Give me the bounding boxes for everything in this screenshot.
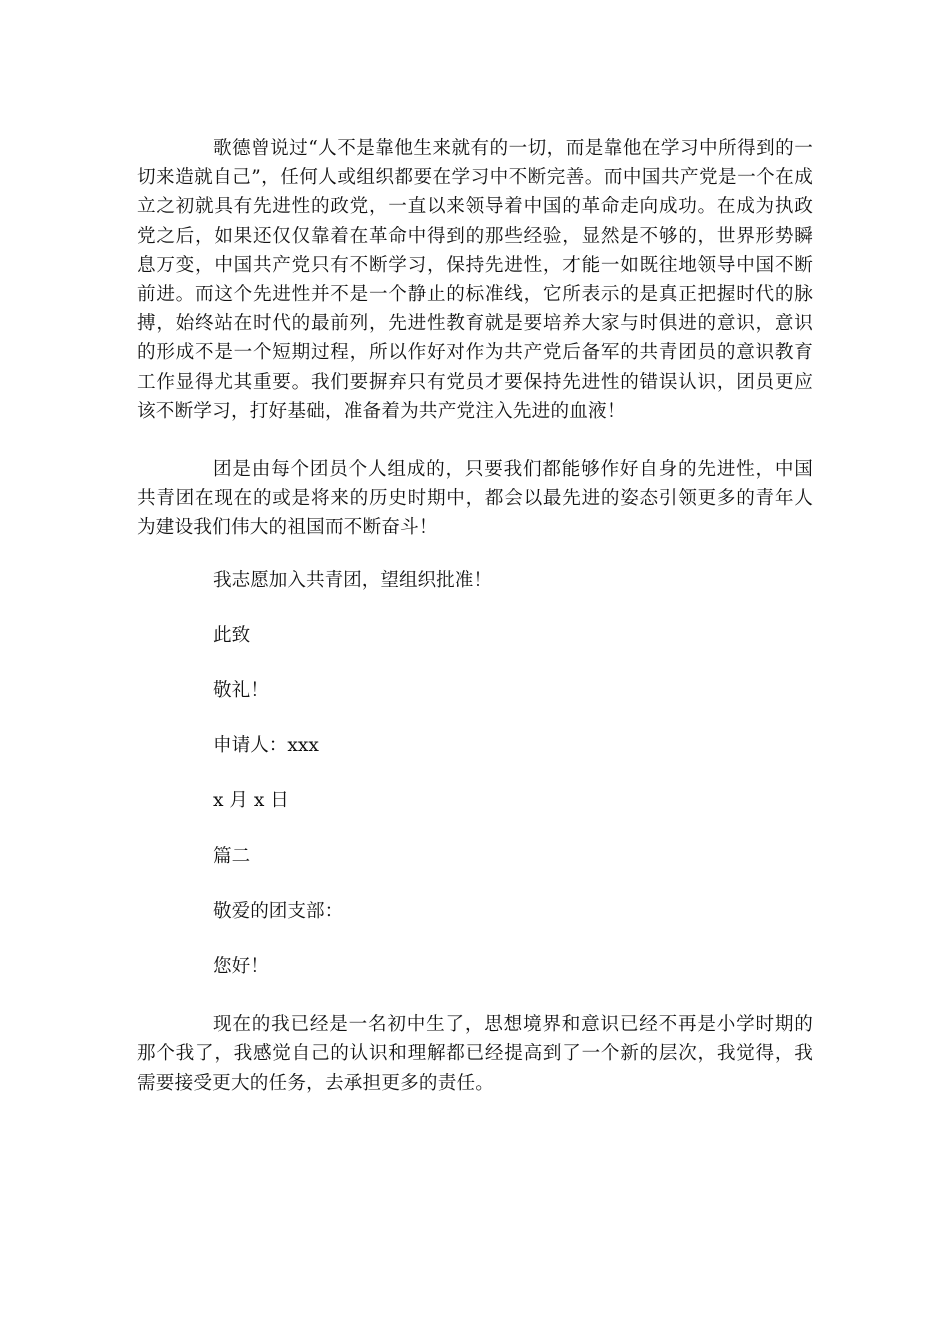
date-line: x 月 x 日: [213, 790, 289, 812]
paragraph-middle-school: 现在的我已经是一名初中生了，思想境界和意识已经不再是小学时期的那个我了，我感觉自己的认识和理解都已经提高到了一个新的层次，我觉得，我需要接受更大的任务，去承担更多的责任。: [137, 1014, 813, 1094]
request-line: 我志愿加入共青团，望组织批准！: [213, 569, 492, 591]
applicant-line: 申请人：xxx: [213, 735, 319, 757]
salutation-line-1: 此致: [213, 624, 251, 646]
salutation-line-2: 敬礼！: [213, 680, 269, 702]
greeting-line: 您好！: [213, 955, 269, 977]
paragraph-goethe-quote: 歌德曾说过“人不是靠他生来就有的一切，而是靠他在学习中所得到的一切来造就自己”，任何人或组织都要在学习中不断完善。而中国共产党是一个在成立之初就具有先进性的政党，一直以来领导着中国的革命走向成功。在成为执政党之后，如果还仅仅靠着在革命中得到的那些经验，显然是不够的，世界形势瞬息万变，中国共产党只有不断学习，保持先进性，才能一如既往地领导中国不断前进。而这个先进性并不是一个静止的标准线，它所表示的是真正把握时代的脉搏，始终站在时代的最前列，先进性教育就是要培养大家与时俱进的意识，意识的形成不是一个短期过程，所以作好对作为共产党后备军的共青团员的意识教育工作显得尤其重要。我们要摒弃只有党员才要保持先进性的错误认识，团员更应该不断学习，打好基础，准备着为共产党注入先进的血液！: [137, 138, 813, 422]
addressee-line: 敬爱的团支部：: [213, 900, 344, 922]
section-heading: 篇二: [213, 845, 251, 867]
document-page: [137, 134, 813, 1098]
paragraph-league-members: 团是由每个团员个人组成的，只要我们都能够作好自身的先进性，中国共青团在现在的或是将来的历史时期中，都会以最先进的姿态引领更多的青年人为建设我们伟大的祖国而不断奋斗！: [137, 459, 813, 539]
